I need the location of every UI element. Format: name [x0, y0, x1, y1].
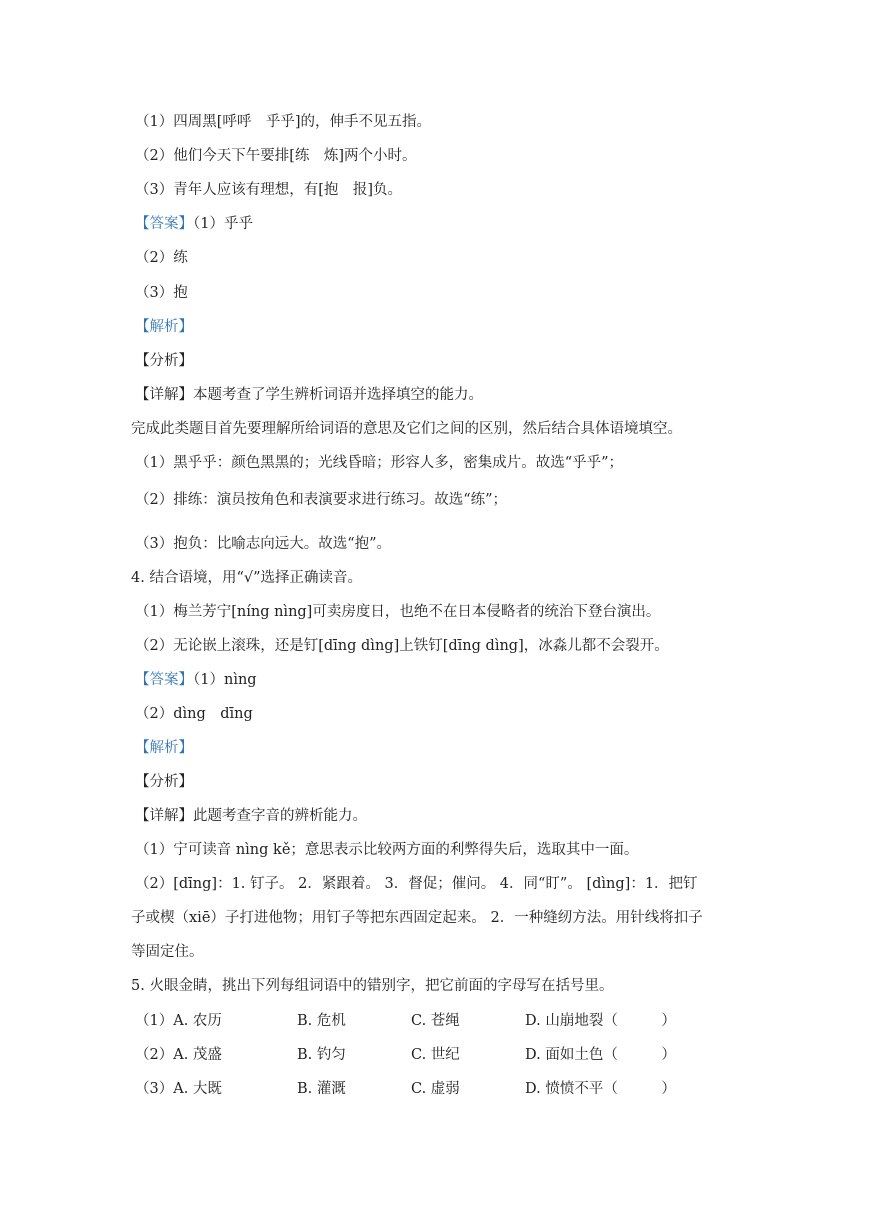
q3-fenxi-tag: 【分析】: [135, 353, 193, 369]
q4-explanation-4: 等固定住。: [131, 944, 204, 960]
q3-answer-line: [135, 214, 253, 234]
answer-tag: 【答案】: [135, 672, 193, 688]
q4-answer-2: （2）dìng dīng: [135, 706, 253, 722]
q3-item-1: （1）四周黑[呼呼 乎乎]的，伸手不见五指。: [135, 114, 432, 130]
answer-text: （1）乎乎: [193, 216, 253, 232]
q4-explanation-2: （2）[dīng]：1. 钉子。 2．紧跟着。 3．督促；催问。 4．同“盯”。 [dìng]：1．把钉: [135, 876, 698, 892]
q3-answer-2: （2）练: [135, 250, 188, 266]
q5-row-3: （3）A. 大既 B. 灌溉 C. 虚弱 D. 愤愤不平（ ）: [135, 1081, 676, 1097]
q4-title: 4. 结合语境，用“√”选择正确读音。: [131, 570, 363, 586]
q3-explanation-1: （1）黑乎乎：颜色黑黑的；光线昏暗；形容人多，密集成片。故选“乎乎”；: [135, 455, 624, 471]
q3-xiangjie-line: 【详解】本题考查了学生辨析词语并选择填空的能力。: [135, 387, 483, 403]
q4-item-2: （2）无论嵌上滚珠，还是钉[dīng dìng]上铁钉[dīng dìng]，冰淼儿都不会裂开。: [135, 638, 669, 654]
q3-item-3: （3）青年人应该有理想，有[抱 报]负。: [135, 182, 403, 198]
q5-title: 5. 火眼金睛，挑出下列每组词语中的错别字，把它前面的字母写在括号里。: [131, 978, 614, 994]
q4-item-1: （1）梅兰芳宁[níng nìng]可卖房度日，也绝不在日本侵略者的统治下登台演出。: [135, 604, 661, 620]
q3-explanation-3: （3）抱负：比喻志向远大。故选“抱”。: [135, 536, 392, 552]
q3-intro: 完成此类题目首先要理解所给词语的意思及它们之间的区别，然后结合具体语境填空。: [131, 421, 682, 437]
q4-answer-line: [135, 670, 257, 690]
q4-xiangjie-line: 【详解】此题考查字音的辨析能力。: [135, 808, 367, 824]
q5-row-2: （2）A. 茂盛 B. 钓匀 C. 世纪 D. 面如土色（ ）: [135, 1047, 676, 1063]
q3-explanation-2: （2）排练：演员按角色和表演要求进行练习。故选“练”；: [135, 492, 508, 508]
q4-explanation-3: 子或楔（xiē）子打进他物；用钉子等把东西固定起来。 2．一种缝纫方法。用针线将扣子: [131, 910, 703, 926]
q3-answer-3: （3）抱: [135, 285, 188, 301]
q4-explanation-1: （1）宁可读音 nìng kě；意思表示比较两方面的利弊得失后，选取其中一面。: [135, 842, 639, 858]
q4-jiexi-tag: 【解析】: [135, 740, 193, 756]
q5-row-1: （1）A. 农历 B. 危机 C. 苍绳 D. 山崩地裂（ ）: [135, 1013, 676, 1029]
q4-fenxi-tag: 【分析】: [135, 774, 193, 790]
q3-item-2: （2）他们今天下午要排[练 炼]两个小时。: [135, 148, 417, 164]
answer-text: （1）nìng: [193, 672, 257, 688]
answer-tag: 【答案】: [135, 216, 193, 232]
q3-jiexi-tag: 【解析】: [135, 319, 193, 335]
